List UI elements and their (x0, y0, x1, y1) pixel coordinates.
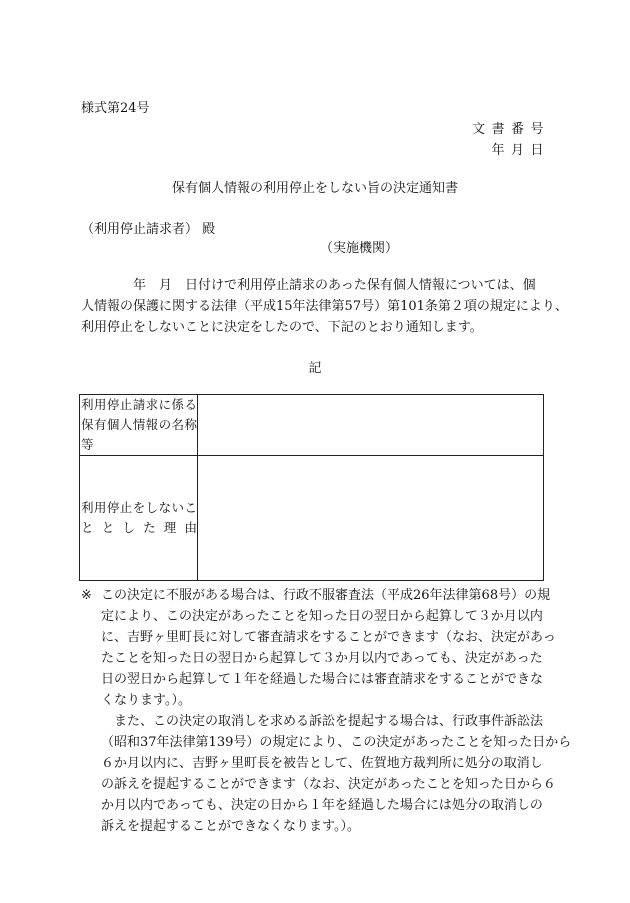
document-number-label: 文書番号 (471, 122, 550, 137)
ki-heading: 記 (308, 361, 322, 376)
note-line: ６か月以内に、吉野ヶ里町長を被告として、佐賀地方裁判所に処分の取消し (101, 756, 543, 771)
appeal-note (81, 585, 572, 837)
note-line-text: この決定に不服がある場合は、行政不服審査法（平成26年法律第68号）の規 (101, 588, 551, 603)
note-line: くなります。）。 (101, 693, 191, 708)
decision-table (79, 394, 544, 581)
note-line: の訴えを提起することができます（なお、決定があったことを知った日から６ (101, 777, 556, 792)
table-row (80, 456, 544, 581)
reason-value (198, 456, 544, 581)
date-label: 年月日 (491, 143, 550, 158)
intro-line: 年 月 日付けで利用停止請求のあった保有個人情報については、個 (81, 278, 536, 293)
table-row (80, 395, 544, 456)
document-title: 保有個人情報の利用停止をしない旨の決定通知書 (171, 181, 458, 196)
note-line: 訴えを提起することができなくなります。）。 (101, 819, 360, 834)
note-mark: ※ (81, 588, 92, 603)
reason-label: 利用停止をしないこととした理由 (80, 456, 198, 581)
implementing-agency: （実施機関） (320, 241, 399, 256)
note-line: （昭和37年法律第139号）の規定により、この決定があったことを知った日から (101, 735, 572, 750)
requester-addressee: （利用停止請求者） 殿 (81, 222, 216, 237)
intro-line: 利用停止をしないことに決定をしたので、下記のとおり通知します。 (81, 320, 483, 335)
note-line: たことを知った日の翌日から起算して３か月以内であっても、決定があった (101, 651, 543, 666)
form-number: 様式第24号 (81, 101, 150, 116)
note-line: また、この決定の取消しを求める訴訟を提起する場合は、行政事件訴訟法 (101, 714, 544, 729)
info-name-value (198, 395, 544, 456)
info-name-label: 利用停止請求に係る保有個人情報の名称等 (80, 395, 198, 456)
note-line: か月以内であっても、決定の日から１年を経過した場合には処分の取消しの (101, 798, 543, 813)
note-line (81, 585, 551, 606)
note-line: に、吉野ヶ里町長に対して審査請求をすることができます（なお、決定があっ (101, 630, 556, 645)
intro-paragraph (81, 275, 568, 338)
note-line: 日の翌日から起算して１年を経過した場合には審査請求をすることができな (101, 672, 544, 687)
intro-line: 人情報の保護に関する法律（平成15年法律第57号）第101条第２項の規定により、 (81, 299, 568, 314)
note-line: 定により、この決定があったことを知った日の翌日から起算して３か月以内 (101, 609, 543, 624)
